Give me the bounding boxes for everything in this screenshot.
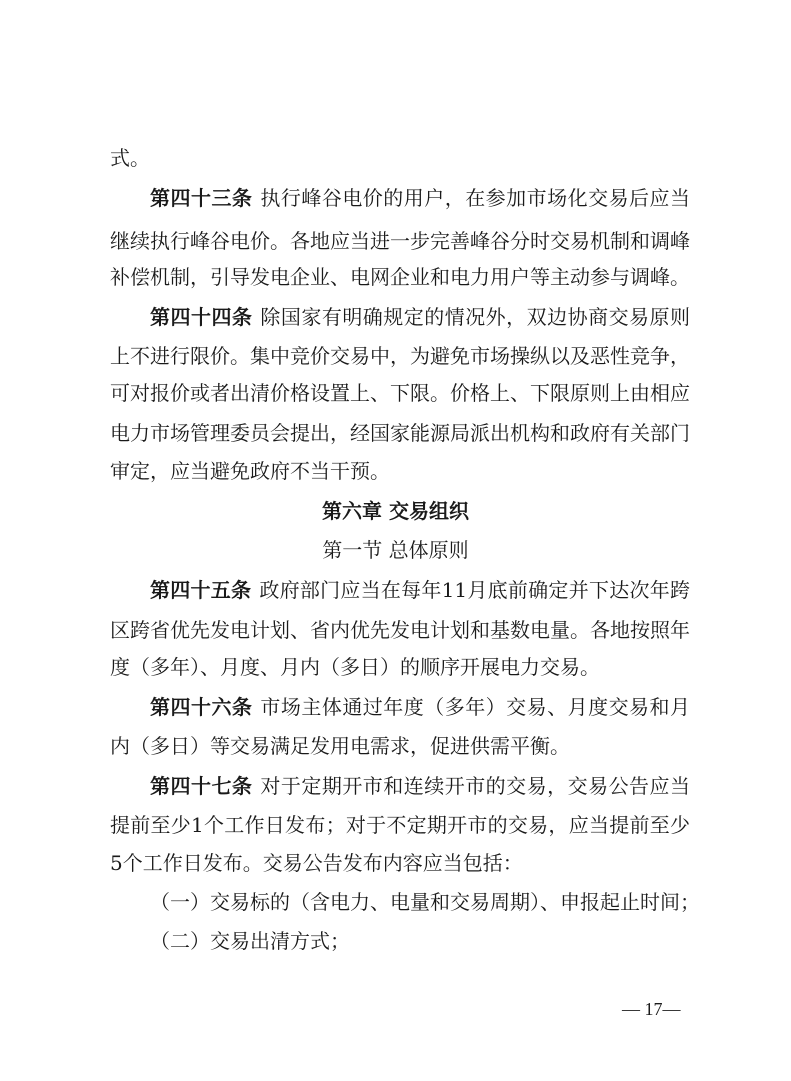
text-line: 可对报价或者出清价格设置上、下限。价格上、下限原则上由相应 <box>110 381 690 405</box>
article-43-label: 第四十三条 <box>150 186 253 210</box>
article-43-line <box>150 185 690 211</box>
text-line: 除国家有明确规定的情况外，双边协商交易原则 <box>260 305 691 329</box>
article-47-line <box>150 773 690 799</box>
text-line: 继续执行峰谷电价。各地应当进一步完善峰谷分时交易机制和调峰 <box>110 229 690 253</box>
article-45-label: 第四十五条 <box>150 578 252 602</box>
text-line: 上不进行限价。集中竞价交易中，为避免市场操纵以及恶性竞争， <box>110 344 690 368</box>
text-line: 度（多年）、月度、月内（多日）的顺序开展电力交易。 <box>110 655 600 679</box>
article-46-label: 第四十六条 <box>150 695 253 719</box>
text-line: 对于定期开市和连续开市的交易，交易公告应当 <box>260 774 691 798</box>
article-44-label: 第四十四条 <box>150 305 253 329</box>
article-47-label: 第四十七条 <box>150 774 253 798</box>
list-item: （一）交易标的（含电力、电量和交易周期）、申报起止时间； <box>150 890 700 914</box>
article-46-line <box>150 694 690 720</box>
text-line: 式。 <box>110 146 150 170</box>
text-line: 5个工作日发布。交易公告发布内容应当包括： <box>110 851 523 875</box>
page-number: — 17— <box>622 999 681 1019</box>
text-line: 电力市场管理委员会提出，经国家能源局派出机构和政府有关部门 <box>110 421 690 445</box>
list-item: （二）交易出清方式； <box>150 929 350 953</box>
chapter-heading: 第六章 交易组织 <box>322 499 469 523</box>
text-line: 区跨省优先发电计划、省内优先发电计划和基数电量。各地按照年 <box>110 618 690 642</box>
section-heading: 第一节 总体原则 <box>322 538 469 562</box>
text-line: 审定，应当避免政府不当干预。 <box>110 459 390 483</box>
text-line: 执行峰谷电价的用户，在参加市场化交易后应当 <box>260 186 691 210</box>
article-45-line <box>150 577 690 603</box>
text-line: 政府部门应当在每年11月底前确定并下达次年跨 <box>259 578 690 602</box>
text-line: 补偿机制，引导发电企业、电网企业和电力用户等主动参与调峰。 <box>110 265 690 289</box>
text-line: 提前至少1个工作日发布；对于不定期开市的交易，应当提前至少 <box>110 813 690 837</box>
article-44-line <box>150 304 690 330</box>
text-line: 内（多日）等交易满足发用电需求，促进供需平衡。 <box>110 734 570 758</box>
text-line: 市场主体通过年度（多年）交易、月度交易和月 <box>260 695 691 719</box>
